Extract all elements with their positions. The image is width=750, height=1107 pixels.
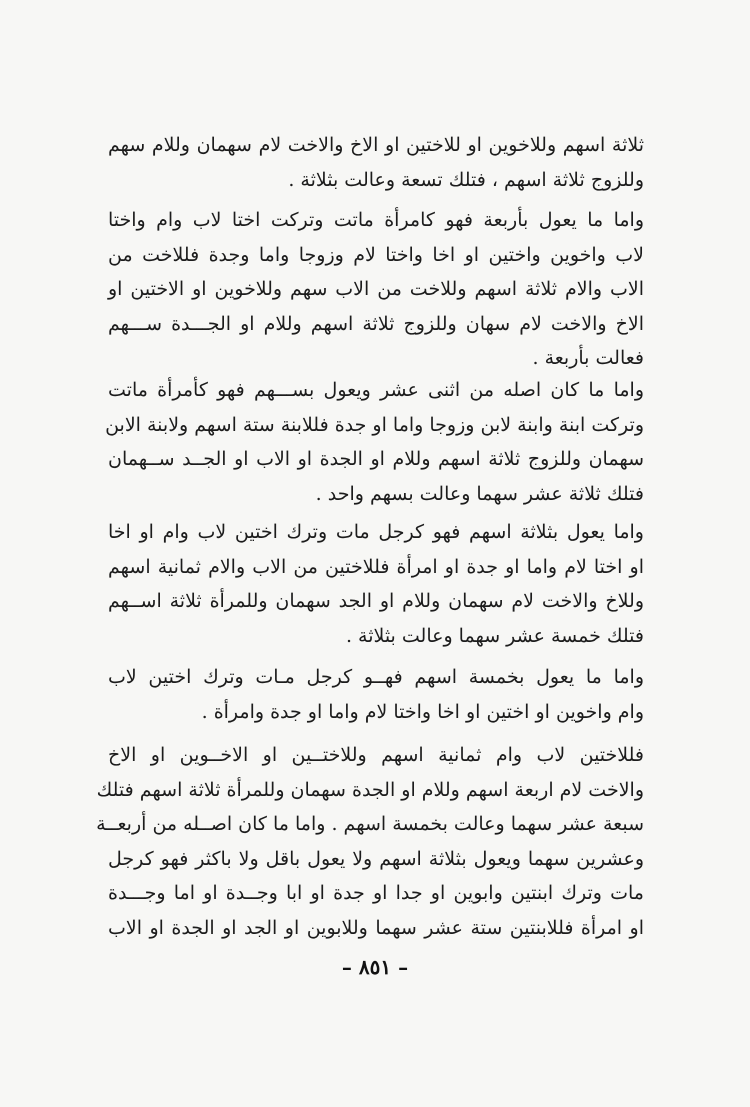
text-line: سبعة عشر سهما وعالت بخمسة اسهم . واما ما كان اصــله من أربعــة: [96, 813, 644, 835]
text-line: الاب والام ثلاثة اسهم وللاخت من الاب سهم وللاخوين او الاختين او: [108, 278, 644, 300]
text-line: مات وترك ابنتين وابوين او جدا او جدة او ابا وجــدة او اما وجـــدة: [108, 882, 644, 904]
text-line: واما يعول بثلاثة اسهم فهو كرجل مات وترك اختين لاب وام او اخا: [108, 521, 644, 543]
text-line: فتلك ثلاثة عشر سهما وعالت بسهم واحد .: [315, 482, 644, 505]
text-line: واما ما يعول بأربعة فهو كامرأة ماتت وتركت اختا لاب وام واختا: [108, 209, 644, 231]
text-line: فعالت بأربعة .: [532, 347, 644, 369]
paragraph-6: [96, 738, 644, 945]
text-line: واما ما كان اصله من اثنى عشر ويعول بســـهم فهو كأمرأة ماتت: [108, 379, 644, 401]
text-line: ثلاثة اسهم وللاخوين او للاختين او الاخ والاخت لام سهمان وللام سهم: [108, 134, 644, 156]
text-line: سهمان وللزوج ثلاثة اسهم وللام او الجدة او الاب او الجــد ســهمان: [108, 448, 644, 470]
text-line: او اختا لام واما او جدة او امرأة فللاختين من الاب والام ثمانية اسهم: [108, 555, 644, 578]
text-line: لاب واخوين واختين او اخا واختا لام وزوجا واما وجدة فللاخت من: [108, 243, 644, 266]
text-line: وتركت ابنة وابنة لابن وزوجا واما او جدة فللابنة ستة اسهم ولابنة الابن: [105, 413, 644, 436]
text-line: وام واخوين او اختين او اخا واختا لام واما او جدة وامرأة .: [201, 700, 644, 723]
paragraph-1: [108, 128, 644, 197]
text-line: فتلك خمسة عشر سهما وعالت بثلاثة .: [345, 624, 644, 647]
paragraph-2: [108, 203, 644, 376]
text-line: او امرأة فللابنتين ستة عشر سهما وللابوين او الجد او الجدة او الاب: [108, 916, 644, 939]
page-number: – ٨٥١ –: [341, 955, 409, 979]
text-line: وعشرين سهما ويعول بثلاثة اسهم ولا يعول باقل ولا باكثر فهو كرجل: [108, 847, 644, 870]
paragraph-5: [108, 660, 644, 729]
paragraph-4: [108, 515, 644, 653]
text-line: واما ما يعول بخمسة اسهم فهــو كرجل مـات وترك اختين لاب: [108, 666, 644, 688]
text-line: وللاخ والاخت لام سهمان وللام او الجد سهمان وللمرأة ثلاثة اســهم: [108, 590, 644, 612]
text-line: والاخت لام اربعة اسهم وللام او الجدة سهمان وللمرأة ثلاثة اسهم فتلك: [96, 778, 644, 801]
text-line: الاخ والاخت لام سهان وللزوج ثلاثة اسهم وللام او الجـــدة ســـهم: [108, 312, 644, 335]
paragraph-3: [105, 373, 644, 511]
text-line: فللاختين لاب وام ثمانية اسهم وللاختــين او الاخــوين او الاخ: [108, 744, 644, 766]
text-line: وللزوج ثلاثة اسهم ، فتلك تسعة وعالت بثلاثة .: [288, 168, 644, 191]
